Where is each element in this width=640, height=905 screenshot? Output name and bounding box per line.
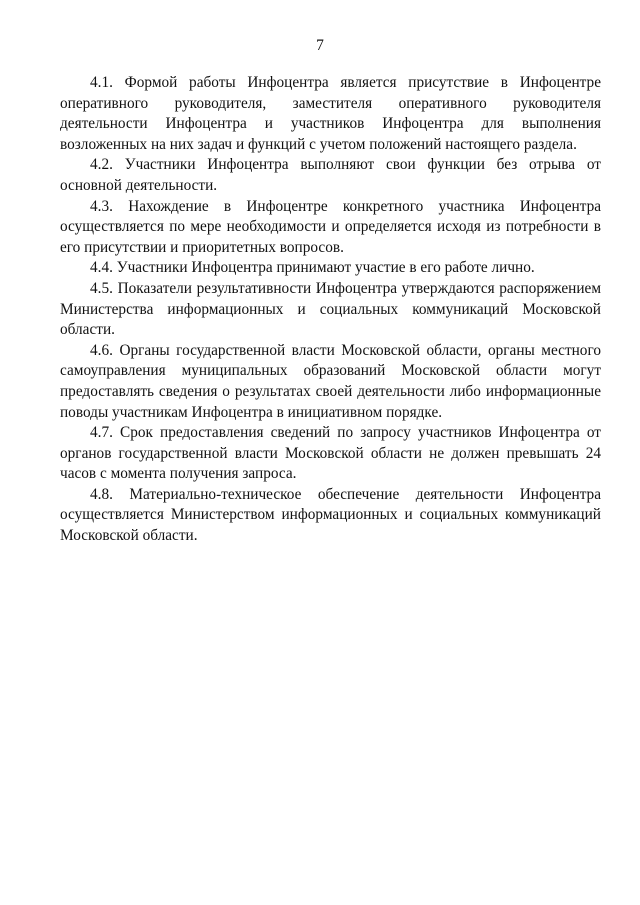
paragraph-4-8 bbox=[60, 485, 601, 547]
paragraph-4-7 bbox=[60, 423, 601, 485]
paragraph-text: Материально-техническое обеспечение деятельности Инфоцентра осуществляется Министерством информационных и социальных коммуникаций Московской области. bbox=[60, 485, 601, 545]
paragraph-4-5 bbox=[60, 279, 601, 341]
paragraph-text: Участники Инфоцентра выполняют свои функции без отрыва от основной деятельности. bbox=[60, 156, 601, 194]
paragraph-number: 4.8. bbox=[90, 485, 113, 503]
paragraph-text: Участники Инфоцентра принимают участие в его работе лично. bbox=[116, 259, 535, 277]
paragraph-text: Нахождение в Инфоцентре конкретного участника Инфоцентра осуществляется по мере необходимости и определяется исходя из потребности в его присутствии и приоритетных вопросов. bbox=[60, 197, 602, 256]
paragraph-text: Органы государственной власти Московской области, органы местного самоуправления муниципальных образований Московской области могут предоставлять сведения о результатах своей деятельности либо информационные поводы участникам Инфоцентра в инициативном порядке. bbox=[60, 341, 602, 421]
paragraph-4-6 bbox=[60, 341, 601, 423]
document-body bbox=[60, 73, 601, 547]
paragraph-number: 4.7. bbox=[90, 424, 113, 442]
page-number: 7 bbox=[316, 37, 324, 54]
paragraph-4-1 bbox=[60, 73, 601, 155]
paragraph-text: Показатели результативности Инфоцентра утверждаются распоряжением Министерства информационных и социальных коммуникаций Московской области. bbox=[60, 279, 602, 339]
paragraph-number: 4.1. bbox=[90, 74, 113, 91]
paragraph-number: 4.5. bbox=[90, 279, 113, 297]
paragraph-number: 4.6. bbox=[90, 341, 113, 359]
paragraph-number: 4.4. bbox=[90, 259, 113, 277]
paragraph-number: 4.3. bbox=[90, 197, 113, 215]
paragraph-text: Срок предоставления сведений по запросу участников Инфоцентра от органов государственной власти Московской области не должен превышать 24 часов с момента получения запроса. bbox=[60, 424, 601, 483]
paragraph-number: 4.2. bbox=[90, 156, 113, 174]
paragraph-4-2 bbox=[60, 155, 601, 196]
paragraph-4-3 bbox=[60, 197, 601, 259]
paragraph-4-4 bbox=[60, 258, 601, 279]
paragraph-text: Формой работы Инфоцентра является присутствие в Инфоцентре оперативного руководителя, заместителя оперативного руководителя деятельности Инфоцентра и участников Инфоцентра для выполнения возложенных на них задач и функций с учетом положений настоящего раздела. bbox=[60, 74, 601, 153]
